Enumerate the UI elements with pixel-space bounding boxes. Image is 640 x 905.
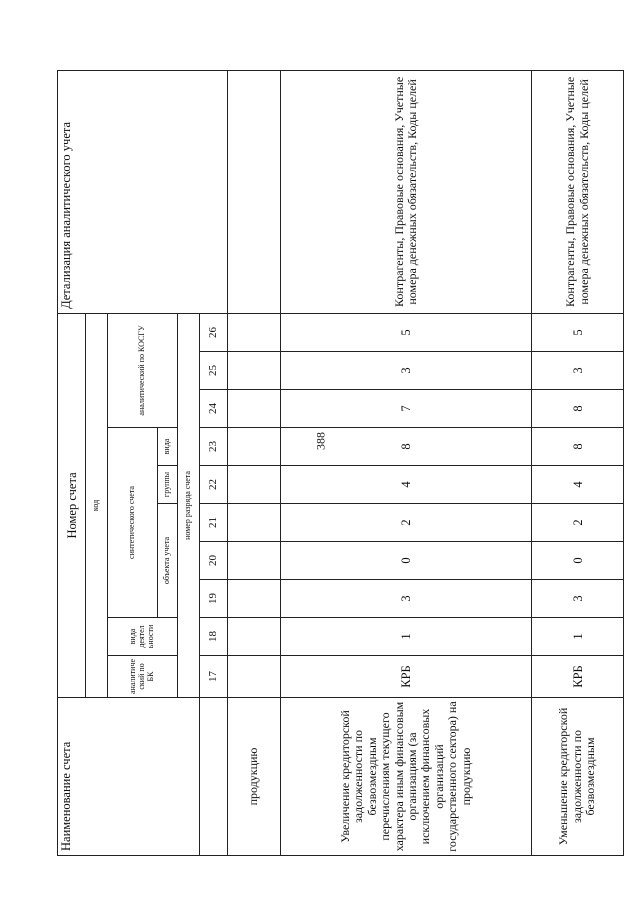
row-cell	[228, 466, 281, 504]
digit-17: 17	[200, 656, 228, 698]
row-cell	[228, 580, 281, 618]
digit-21: 21	[200, 504, 228, 542]
row-cell: 5	[532, 313, 624, 351]
row-cell: 5	[281, 313, 532, 351]
digit-19: 19	[200, 580, 228, 618]
digit-23: 23	[200, 428, 228, 466]
row-cell	[228, 656, 281, 698]
digit-18: 18	[200, 618, 228, 656]
row-cell: 4	[532, 466, 624, 504]
header-digit-number: номер разряда счета	[178, 313, 200, 697]
page-number: 388	[313, 432, 328, 450]
row-account-name: Увеличение кредиторской задолженности по безвозмездным перечислениям текущего характера иным финансовым организациям (за исключением финансовых организаций государственного сектора) на продукцию	[281, 698, 532, 856]
rotated-page-content	[57, 73, 623, 856]
header-group: группы	[158, 466, 178, 504]
row-cell: 7	[281, 390, 532, 428]
row-cell: 3	[532, 580, 624, 618]
header-name-spacer	[200, 698, 228, 856]
row-cell	[228, 618, 281, 656]
row-cell: 2	[532, 504, 624, 542]
header-analytical-kosgu: аналитический по КОСГУ	[108, 313, 178, 427]
row-cell	[228, 504, 281, 542]
table-row	[281, 70, 532, 855]
digit-20: 20	[200, 542, 228, 580]
digit-24: 24	[200, 390, 228, 428]
header-name-column: Наименование счета	[58, 698, 200, 856]
header-synthetic-account: синтетического счета	[108, 428, 158, 618]
header-detail-column: Детализация аналитического учета	[58, 70, 228, 313]
row-cell: 2	[281, 504, 532, 542]
row-cell: 3	[532, 352, 624, 390]
table-row	[532, 70, 624, 855]
header-kind: вида	[158, 428, 178, 466]
table-row	[228, 70, 281, 855]
row-cell: 3	[281, 580, 532, 618]
row-detail: Контрагенты, Правовые основания, Учетные номера денежных обязательств, Коды целей	[532, 70, 624, 313]
row-cell	[228, 542, 281, 580]
row-account-name: Уменьшение кредиторской задолженности по безвозмездным	[532, 698, 624, 856]
row-cell: 1	[532, 618, 624, 656]
row-cell: 8	[281, 428, 532, 466]
row-cell: КРБ	[281, 656, 532, 698]
row-cell: КРБ	[532, 656, 624, 698]
row-cell: 0	[532, 542, 624, 580]
header-account-number: Номер счета	[58, 313, 86, 697]
row-cell: 1	[281, 618, 532, 656]
digit-22: 22	[200, 466, 228, 504]
row-cell	[228, 428, 281, 466]
row-cell: 0	[281, 542, 532, 580]
row-cell	[228, 390, 281, 428]
row-cell: 8	[532, 428, 624, 466]
row-cell: 3	[281, 352, 532, 390]
row-cell	[228, 352, 281, 390]
row-cell: 8	[532, 390, 624, 428]
accounts-register-table	[57, 70, 624, 856]
digit-26: 26	[200, 313, 228, 351]
row-cell: 4	[281, 466, 532, 504]
digit-25: 25	[200, 352, 228, 390]
row-detail: Контрагенты, Правовые основания, Учетные номера денежных обязательств, Коды целей	[281, 70, 532, 313]
header-code: код	[86, 313, 108, 697]
header-account-object: объекта учета	[158, 504, 178, 618]
row-detail	[228, 70, 281, 313]
row-cell	[228, 313, 281, 351]
header-analytical-bk: аналитиче ский по БК	[108, 656, 178, 698]
row-account-name: продукцию	[228, 698, 281, 856]
header-activity-type: вида деятел ьности	[108, 618, 178, 656]
